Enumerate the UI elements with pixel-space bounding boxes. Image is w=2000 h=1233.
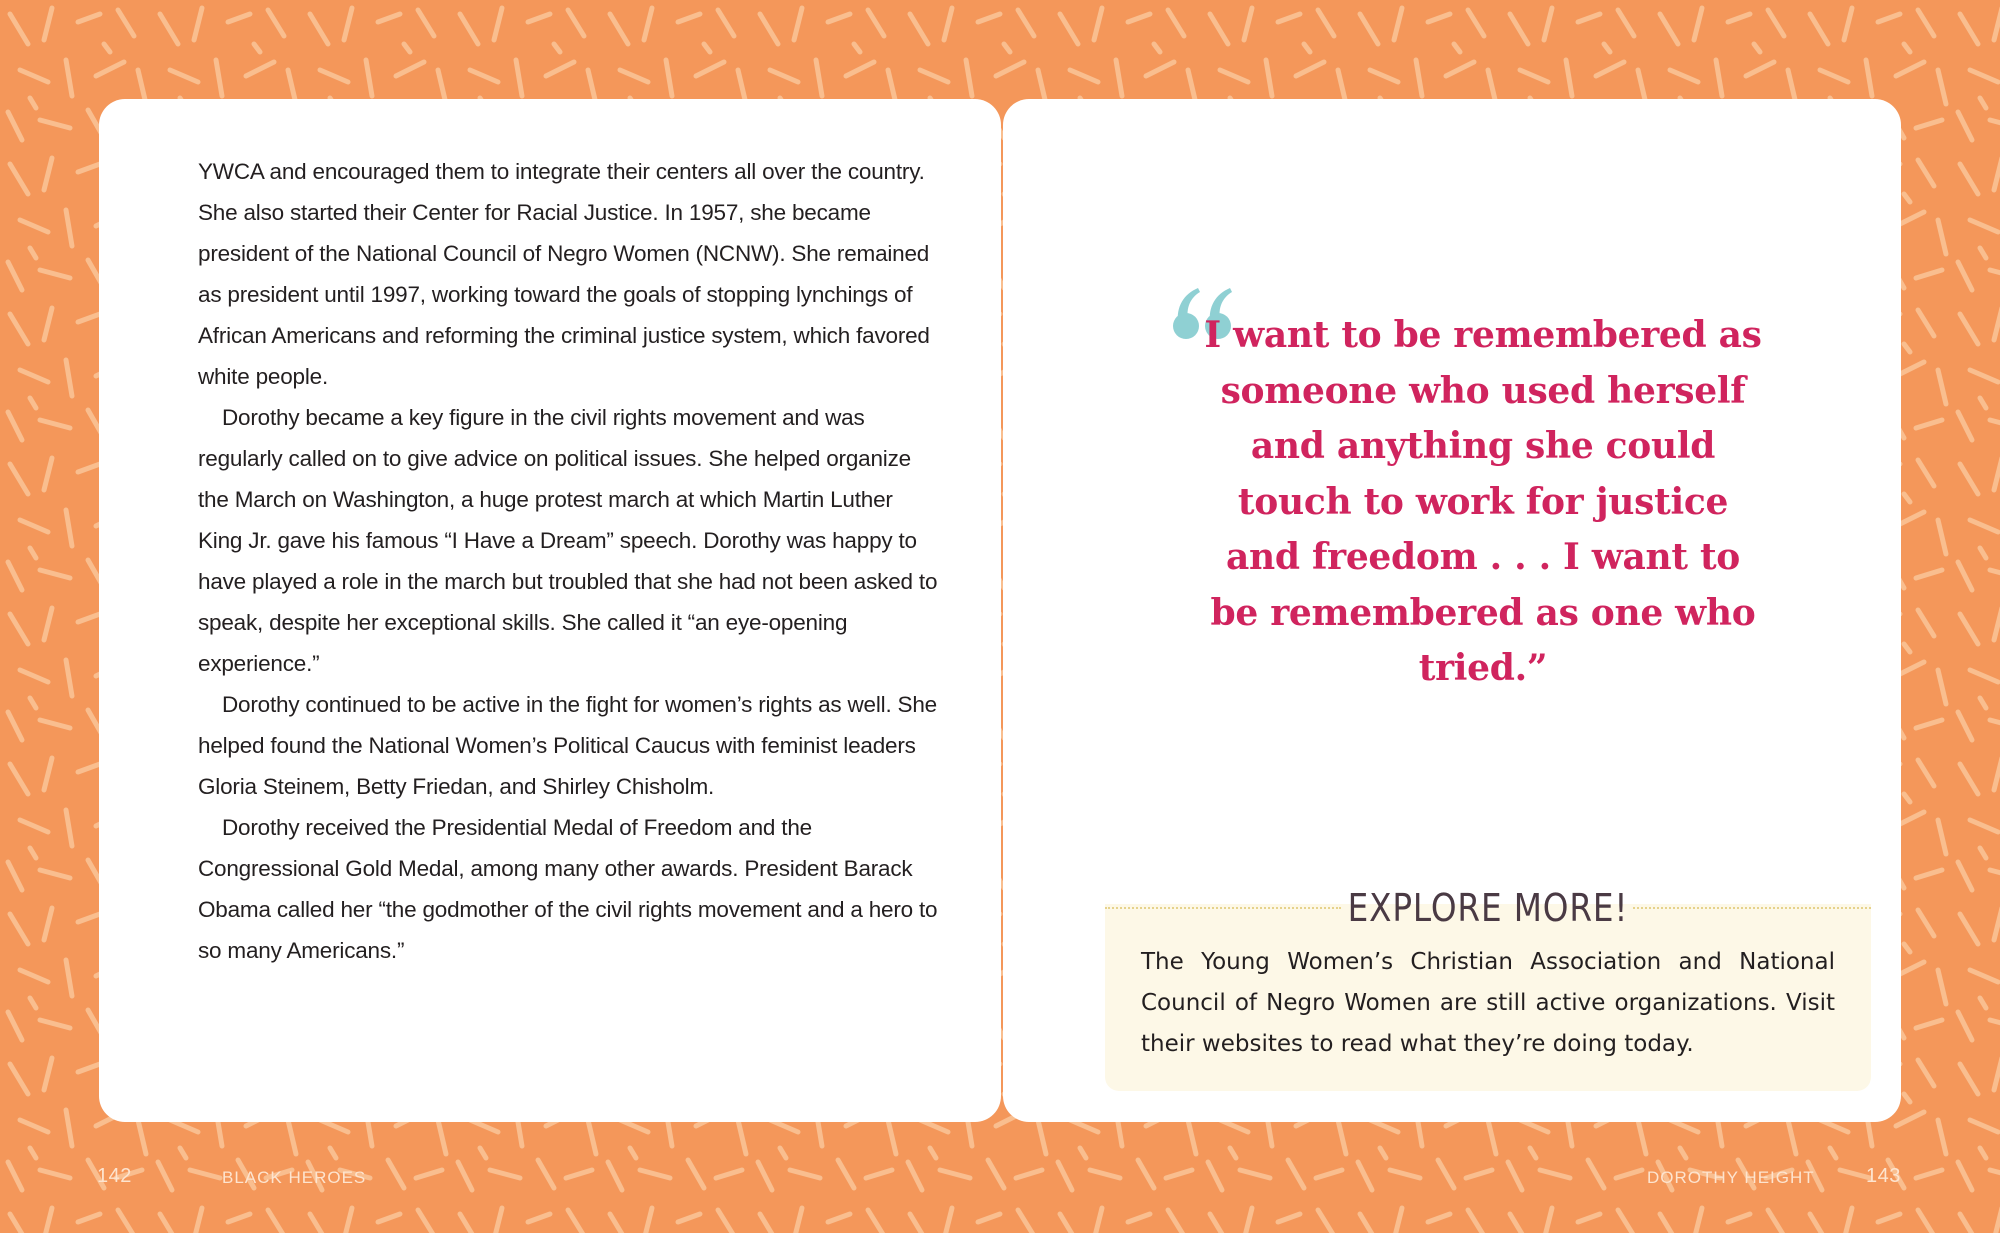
pull-quote: I want to be remembered as someone who used herself and anything she could touch to work for justice and freedom . . . I want to be remembered as one who tried.” [1204, 314, 1762, 689]
left-page [99, 99, 1001, 1122]
explore-more-box [1105, 886, 1871, 1091]
running-head-left: BLACK HEROES [222, 1168, 367, 1187]
paragraph-2: Dorothy became a key figure in the civil rights movement and was regularly called on to give advice on political issues. She helped organize the March on Washington, a huge protest march at which Martin Luther King Jr. gave his famous “I Have a Dream” speech. Dorothy was happy to have played a role in the march but troubled that she had not been asked to speak, despite her exceptional skills. She called it “an eye-opening experience.” [198, 405, 938, 676]
paragraph-1: YWCA and encouraged them to integrate their centers all over the country. She also started their Center for Racial Justice. In 1957, she became president of the National Council of Negro Women (NCNW). She remained as president until 1997, working toward the goals of stopping lynchings of African Americans and reforming the criminal justice system, which favored white people. [198, 159, 930, 389]
running-head-right: DOROTHY HEIGHT [1647, 1168, 1815, 1187]
page-number-left: 142 [97, 1165, 132, 1187]
page-number-right: 143 [1866, 1165, 1901, 1187]
paragraph-4: Dorothy received the Presidential Medal of Freedom and the Congressional Gold Medal, among many other awards. President Barack Obama called her “the godmother of the civil rights movement and a hero to so many Americans.” [198, 815, 938, 963]
paragraph-3: Dorothy continued to be active in the fight for women’s rights as well. She helped found the National Women’s Political Caucus with feminist leaders Gloria Steinem, Betty Friedan, and Shirley Chisholm. [198, 692, 937, 799]
explore-more-text: The Young Women’s Christian Association and National Council of Negro Women are still active organizations. Visit their websites to read what they’re doing today. [1141, 949, 1835, 1057]
right-page [1003, 99, 1901, 1122]
explore-more-title: EXPLORE MORE! [1347, 886, 1629, 930]
left-page-body [198, 151, 938, 971]
